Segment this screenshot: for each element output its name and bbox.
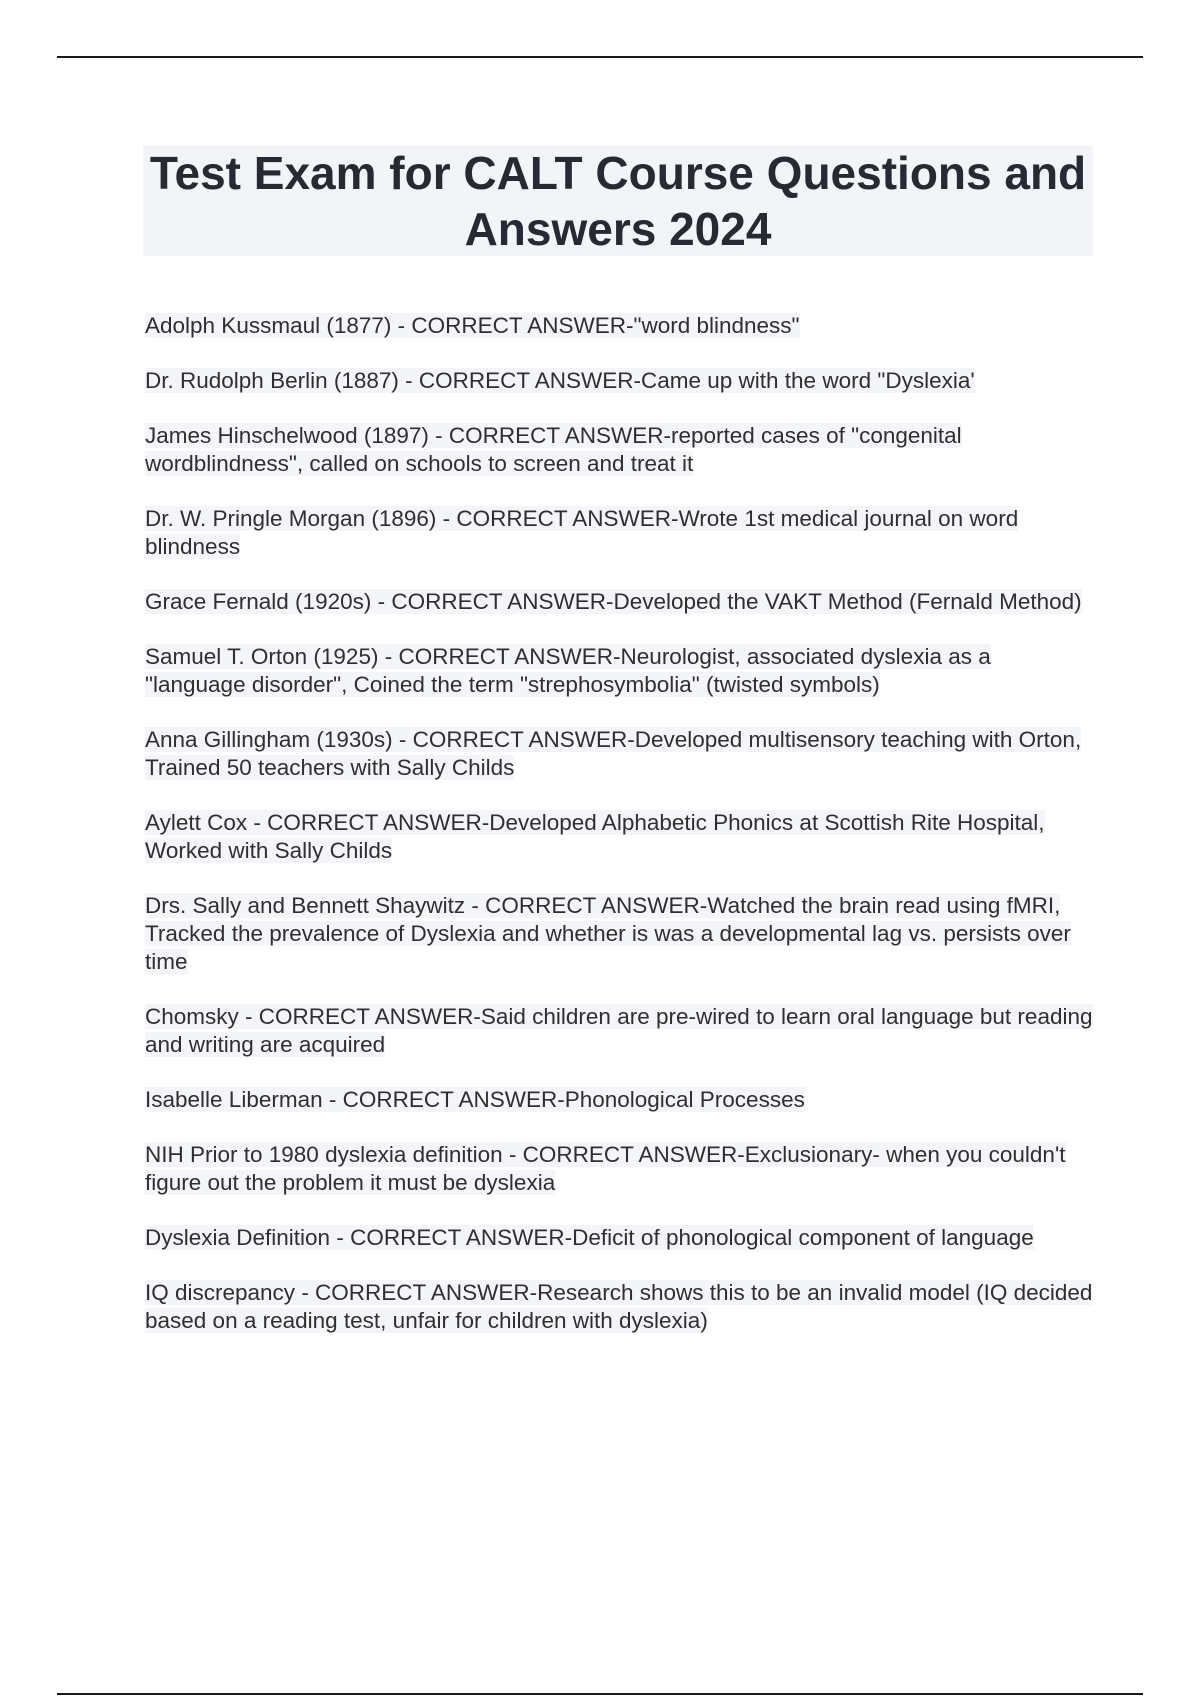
title-banner [143,146,1093,256]
qa-item [145,367,1095,395]
qa-item-text: NIH Prior to 1980 dyslexia definition - CORRECT ANSWER-Exclusionary- when you couldn't figure out the problem it must be dyslexia [145,1142,1066,1195]
qa-item [145,1279,1095,1335]
qa-item-text: Anna Gillingham (1930s) - CORRECT ANSWER-Developed multisensory teaching with Orton, Trained 50 teachers with Sally Childs [145,727,1082,780]
qa-item-text: Isabelle Liberman - CORRECT ANSWER-Phonological Processes [145,1087,805,1112]
qa-item [145,505,1095,561]
qa-item [145,588,1095,616]
page-title: Test Exam for CALT Course Questions and Answers 2024 [149,147,1087,255]
qa-item-text: James Hinschelwood (1897) - CORRECT ANSWER-reported cases of "congenital wordblindness", called on schools to screen and treat it [145,423,962,476]
qa-item [145,809,1095,865]
qa-item [145,1224,1095,1252]
qa-item-text: Dyslexia Definition - CORRECT ANSWER-Deficit of phonological component of language [145,1225,1034,1250]
qa-item-text: Aylett Cox - CORRECT ANSWER-Developed Alphabetic Phonics at Scottish Rite Hospital, Worked with Sally Childs [145,810,1045,863]
qa-item-text: Samuel T. Orton (1925) - CORRECT ANSWER-Neurologist, associated dyslexia as a "language disorder", Coined the term "strephosymbolia" (twisted symbols) [145,644,991,697]
qa-item-text: Dr. W. Pringle Morgan (1896) - CORRECT ANSWER-Wrote 1st medical journal on word blindness [145,506,1019,559]
qa-item [145,422,1095,478]
qa-item [145,312,1095,340]
qa-item [145,1086,1095,1114]
qa-item-text: Adolph Kussmaul (1877) - CORRECT ANSWER-"word blindness" [145,313,800,338]
qa-item-text: IQ discrepancy - CORRECT ANSWER-Research shows this to be an invalid model (IQ decided based on a reading test, unfair for children with dyslexia) [145,1280,1093,1333]
qa-item [145,892,1095,976]
top-rule [57,56,1143,58]
qa-item-text: Dr. Rudolph Berlin (1887) - CORRECT ANSWER-Came up with the word "Dyslexia' [145,368,975,393]
qa-list [145,312,1095,1362]
qa-item [145,1003,1095,1059]
qa-item [145,726,1095,782]
qa-item [145,1141,1095,1197]
qa-item [145,643,1095,699]
qa-item-text: Chomsky - CORRECT ANSWER-Said children are pre-wired to learn oral language but reading and writing are acquired [145,1004,1093,1057]
bottom-rule [57,1693,1143,1695]
qa-item-text: Grace Fernald (1920s) - CORRECT ANSWER-Developed the VAKT Method (Fernald Method) [145,589,1082,614]
qa-item-text: Drs. Sally and Bennett Shaywitz - CORRECT ANSWER-Watched the brain read using fMRI, Tracked the prevalence of Dyslexia and whether is was a developmental lag vs. persists over time [145,893,1071,974]
